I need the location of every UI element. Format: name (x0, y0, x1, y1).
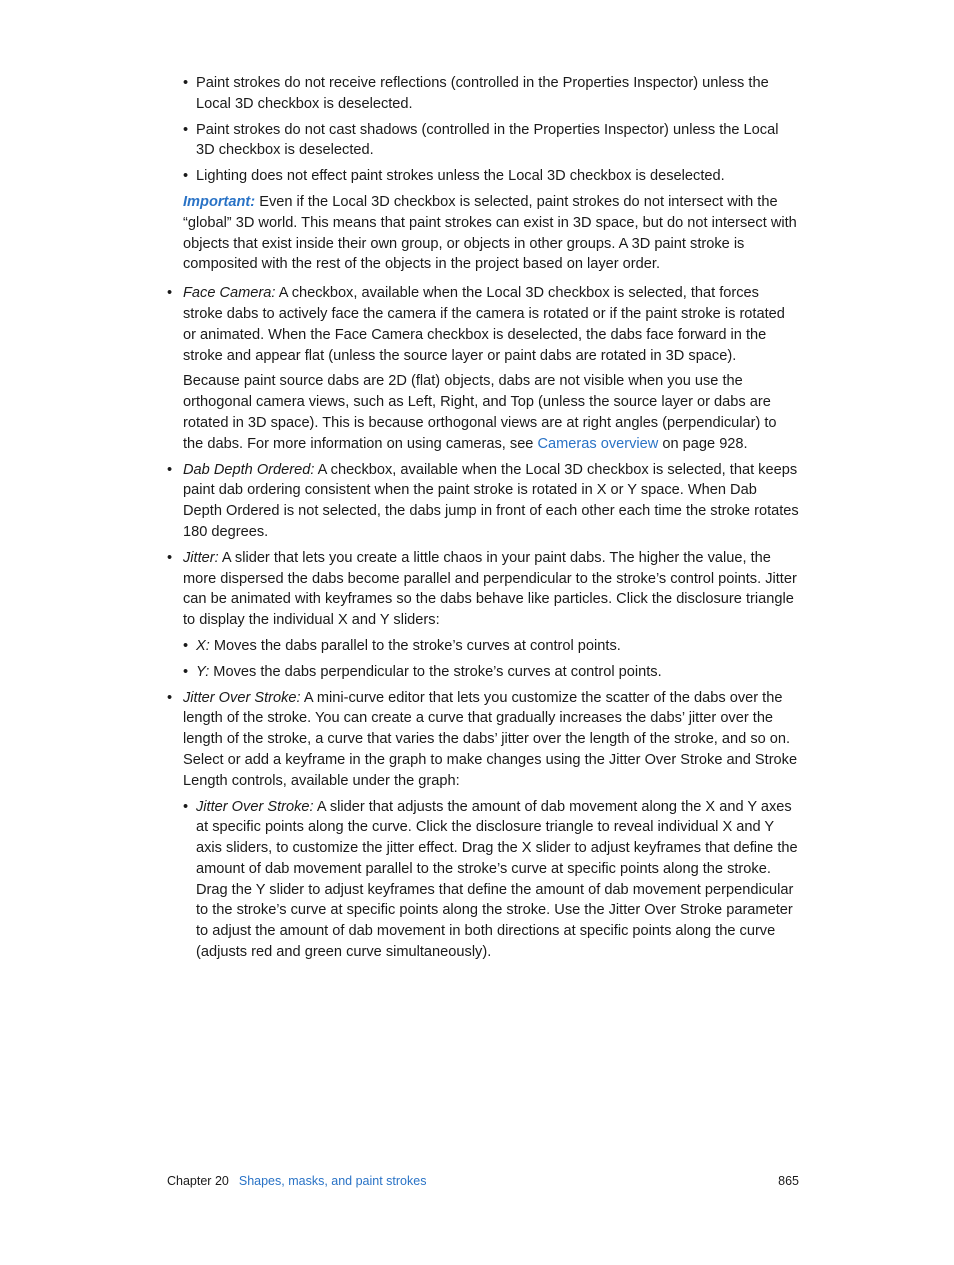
important-text: Even if the Local 3D checkbox is selected, paint strokes do not intersect with the “global” 3D world. This means that paint strokes can exist in 3D space, but do not intersect with objects that exist inside their own group, or objects in other groups. A 3D paint stroke is composited with the rest of the objects in the project based on layer order. (183, 193, 797, 273)
term: Dab Depth Ordered: (183, 461, 315, 478)
list-item-jitter-y (167, 662, 799, 683)
bullet: • (183, 75, 189, 91)
definition: A slider that adjusts the amount of dab movement along the X and Y axes at specific points along the curve. Click the disclosure triangle to reveal individual X and Y axis sliders, to customize the jitter effect. Drag the X slider to adjust keyframes that define the amount of dab movement parallel to the stroke’s curve at specific points along the stroke. Drag the Y slider to adjust keyframes that define the amount of dab movement perpendicular to the stroke’s curve at specific points along the stroke. Use the Jitter Over Stroke parameter to adjust the amount of dab movement in both directions at specific points along the curve (adjusts red and green curve simultaneously). (196, 798, 798, 961)
term: Jitter: (183, 549, 219, 566)
paragraph-text: Because paint source dabs are 2D (flat) objects, dabs are not visible when you use the orthogonal camera views, such as Left, Right, and Top (unless the source layer or dabs are rotated in 3D space). This is because orthogonal views are at right angles (perpendicular) to the dabs. For more information on using cameras, see (183, 373, 777, 452)
term: X: (196, 637, 210, 654)
definition: A checkbox, available when the Local 3D checkbox is selected, that forces stroke dabs to actively face the camera if the camera is rotated or if the paint stroke is rotated or animated. When the Face Camera checkbox is deselected, the dabs face forward in the stroke and appear flat (unless the source layer or paint dabs are rotated in 3D space). (183, 285, 785, 364)
list-item-text: Paint strokes do not cast shadows (controlled in the Properties Inspector) unless the Local 3D checkbox is deselected. (196, 121, 779, 159)
bullet: • (183, 637, 189, 654)
definition: A checkbox, available when the Local 3D checkbox is selected, that keeps paint dab ordering consistent when the paint stroke is rotated in X or Y space. When Dab Depth Ordered is not selected, the dabs jump in front of each other each time the stroke rotates 180 degrees. (183, 461, 799, 540)
list-item-face-camera (167, 283, 799, 454)
list-item (167, 166, 799, 187)
list-item-text: Lighting does not effect paint strokes unless the Local 3D checkbox is deselected. (196, 168, 725, 185)
cameras-overview-link[interactable]: Cameras overview (537, 435, 659, 452)
definition: A slider that lets you create a little chaos in your paint dabs. The higher the value, the more dispersed the dabs become parallel and perpendicular to the stroke’s control points. Jitter can be animated with keyframes so the dabs behave like particles. Click the disclosure triangle to display the individual X and Y sliders: (183, 549, 797, 629)
bullet: • (183, 663, 189, 680)
page-footer (167, 1173, 799, 1189)
term: Jitter Over Stroke: (183, 689, 301, 706)
list-item-jitter-over-stroke (167, 688, 799, 792)
definition: Moves the dabs perpendicular to the stroke’s curves at control points. (209, 663, 662, 680)
paragraph-text: on page 928. (658, 435, 748, 452)
list-item-jitter (167, 548, 799, 631)
bullet: • (183, 121, 189, 138)
chapter-label: Chapter 20 (167, 1174, 229, 1188)
page-content (167, 73, 799, 963)
bullet: • (167, 461, 173, 478)
term: Y: (196, 663, 210, 680)
chapter-title-link[interactable]: Shapes, masks, and paint strokes (238, 1174, 427, 1188)
list-item-jitter-over-stroke-slider (167, 797, 799, 963)
important-label: Important: (183, 193, 256, 210)
definition: A mini-curve editor that lets you customize the scatter of the dabs over the length of the stroke. You can create a curve that gradually increases the dabs’ jitter over the length of the stroke, a curve that varies the dabs’ jitter over the length of the stroke, and so on. Select or add a keyframe in the graph to make changes using the Jitter Over Stroke and Stroke Length controls, available under the graph: (183, 689, 798, 789)
list-item-jitter-x (167, 636, 799, 657)
list-item (167, 73, 799, 115)
bullet: • (167, 549, 173, 566)
list-item-dab-depth (167, 460, 799, 543)
bullet: • (167, 285, 173, 302)
term: Face Camera: (183, 285, 276, 302)
important-note (167, 192, 799, 275)
definition: Moves the dabs parallel to the stroke’s curves at control points. (209, 637, 621, 654)
bullet: • (183, 798, 189, 815)
list-item (167, 120, 799, 162)
list-item-text: Paint strokes do not receive reflections (controlled in the Properties Inspector) unless the Local 3D checkbox is deselected. (196, 75, 769, 112)
term: Jitter Over Stroke: (196, 798, 314, 815)
page-number: 865 (778, 1174, 799, 1188)
bullet: • (167, 689, 173, 706)
bullet: • (183, 168, 189, 185)
